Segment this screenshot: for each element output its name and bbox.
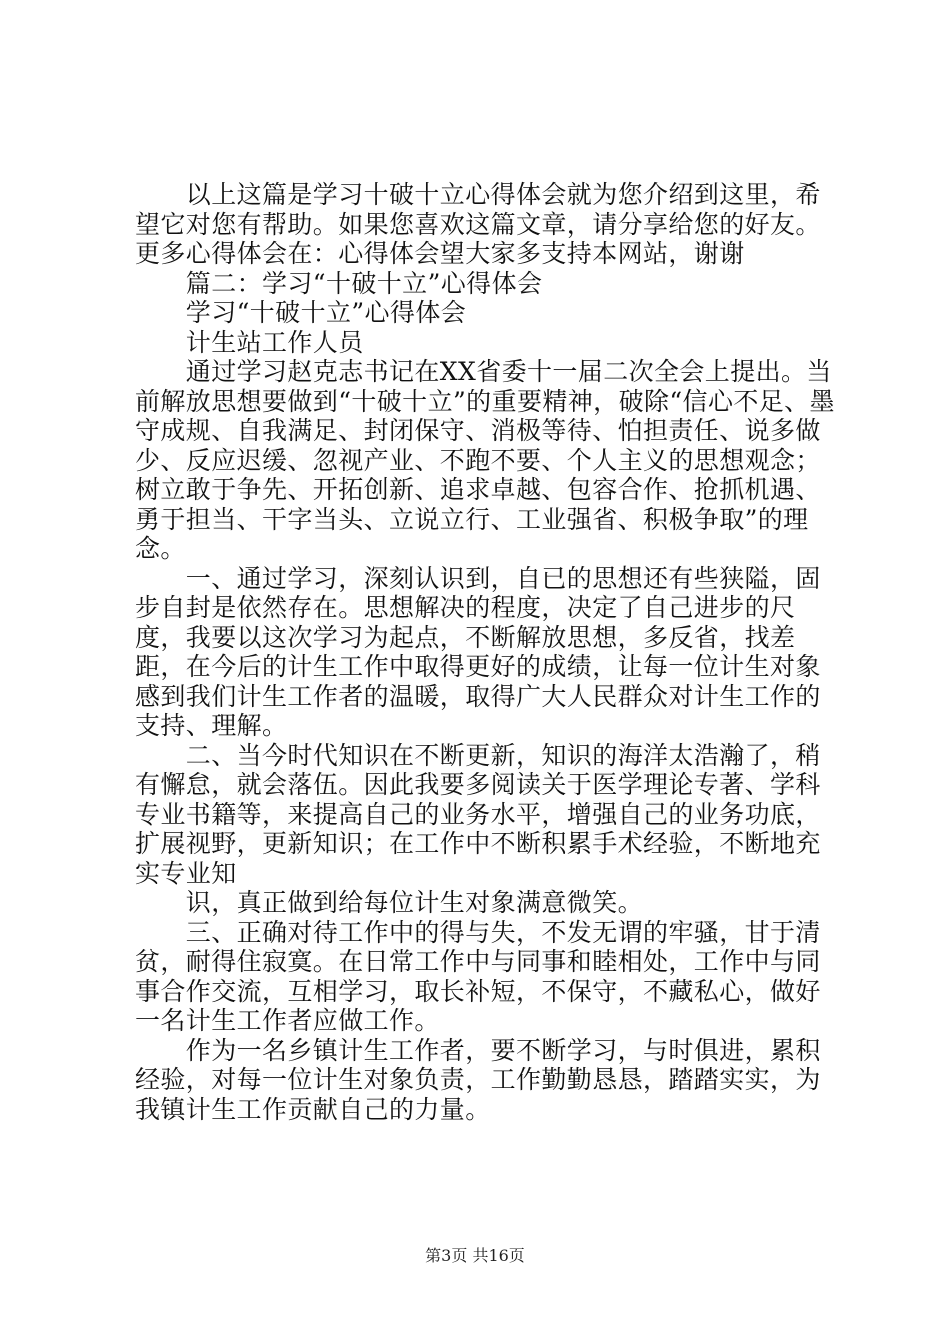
paragraph-author: 计生站工作人员 [135,327,364,357]
paragraph-point-two: 二、当今时代知识在不断更新，知识的海洋太浩瀚了，稍有懈怠，就会落伍。因此我要多阅读关于医学理论专著、学科专业书籍等，来提高自己的业务水平，增强自己的业务功底，扩展视野，更新知识；在工作中不断积累手术经验，不断地充实专业知 [135,740,821,888]
paragraph-article-title: 学习“十破十立”心得体会 [135,298,467,327]
paragraph-point-three: 三、正确对待工作中的得与失，不发无谓的牢骚，甘于清贫，耐得住寂寞。在日常工作中与同事和睦相处，工作中与同事合作交流，互相学习，取长补短，不保守，不藏私心，做好一名计生工作者应做工作。 [135,917,821,1035]
paragraph-intro: 通过学习赵克志书记在XX省委十一届二次全会上提出。当前解放思想要做到“十破十立”的重要精神，破除“信心不足、墨守成规、自我满足、封闭保守、消极等待、怕担责任、说多做少、反应迟缓、忽视产业、不跑不要、个人主义的思想观念；树立敢于争先、开拓创新、追求卓越、包容合作、抢抓机遇、勇于担当、干字当头、立说立行、工业强省、积极争取”的理念。 [135,357,835,563]
paragraph-point-two-continued: 识，真正做到给每位计生对象满意微笑。 [135,888,644,917]
paragraph-section-heading: 篇二：学习“十破十立”心得体会 [135,268,543,298]
page-footer: 第3页 共16页 [425,1246,525,1265]
paragraph-point-one: 一、通过学习，深刻认识到，自已的思想还有些狭隘，固步自封是依然存在。思想解决的程度，决定了自己进步的尺度，我要以这次学习为起点，不断解放思想，多反省，找差距，在今后的计生工作中取得更好的成绩，让每一位计生对象感到我们计生工作者的温暖，取得广大人民群众对计生工作的支持、理解。 [135,563,821,740]
paragraph-conclusion: 作为一名乡镇计生工作者，要不断学习，与时俱进，累积经验，对每一位计生对象负责，工作勤勤恳恳，踏踏实实，为我镇计生工作贡献自己的力量。 [135,1035,821,1124]
document-body [135,180,835,1124]
paragraph-closing-note: 以上这篇是学习十破十立心得体会就为您介绍到这里，希望它对您有帮助。如果您喜欢这篇文章，请分享给您的好友。更多心得体会在：心得体会望大家多支持本网站，谢谢 [135,180,821,268]
